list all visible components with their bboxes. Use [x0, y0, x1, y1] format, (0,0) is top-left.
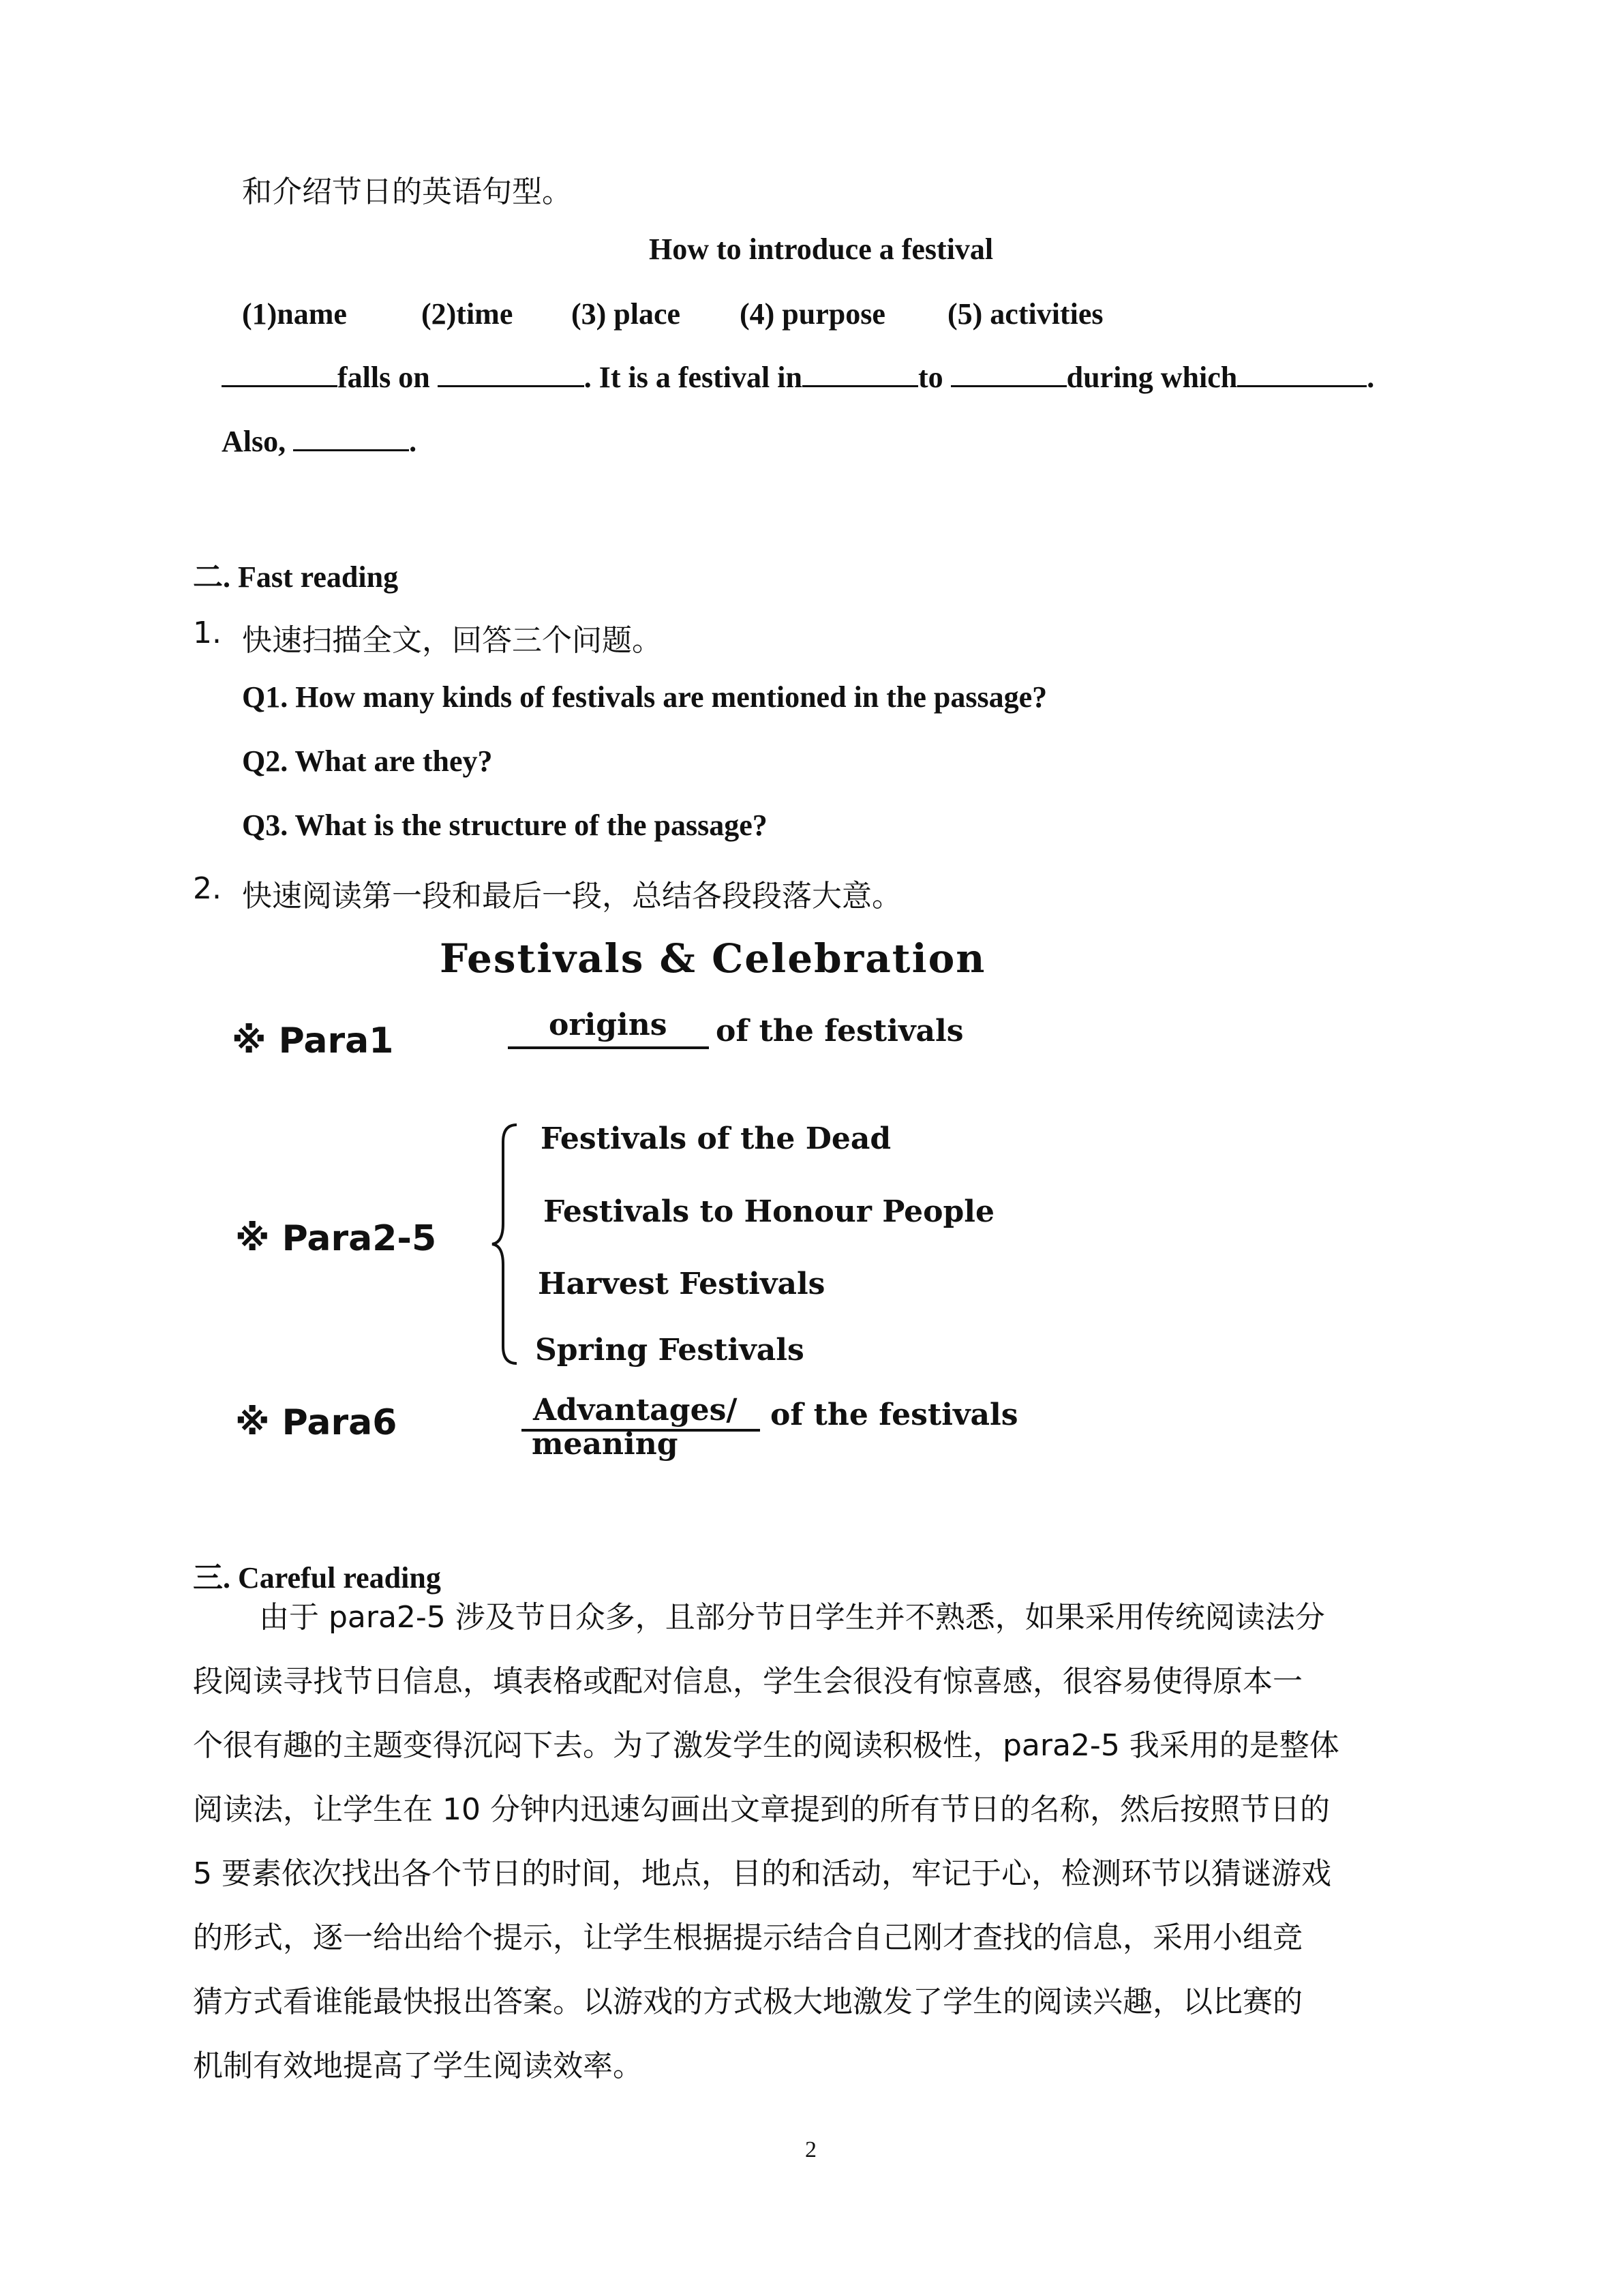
para6-rest: of the festivals [770, 1398, 1018, 1432]
careful-line-6: 的形式，逐一给出给个提示，让学生根据提示结合自己刚才查找的信息，采用小组竞 [193, 1920, 1303, 1955]
para6-label: ※ Para6 [235, 1402, 397, 1443]
blank-purpose[interactable] [951, 361, 1067, 387]
para1-rest: of the festivals [716, 1014, 964, 1048]
element-name: (1)name [242, 297, 347, 331]
template-also: Also, . [222, 425, 417, 458]
element-purpose: (4) purpose [740, 297, 885, 331]
page-number: 2 [805, 2137, 817, 2162]
festival-harvest: Harvest Festivals [538, 1267, 825, 1301]
item2-number: 2. [193, 871, 222, 906]
introduce-title: How to introduce a festival [649, 232, 994, 266]
blank-time[interactable] [438, 361, 584, 387]
section2-heading: 二. Fast reading [193, 560, 399, 594]
item1-text: 快速扫描全文，回答三个问题。 [242, 623, 662, 658]
careful-line-7: 猜方式看谁能最快报出答案。以游戏的方式极大地激发了学生的阅读兴趣，以比赛的 [193, 1984, 1303, 2019]
question-3: Q3. What is the structure of the passage? [242, 809, 768, 842]
festival-spring: Spring Festivals [535, 1333, 804, 1368]
intro-tail: 和介绍节日的英语句型。 [242, 175, 572, 209]
element-time: (2)time [421, 297, 513, 331]
blank-name[interactable] [222, 361, 337, 387]
festival-honour: Festivals to Honour People [543, 1194, 995, 1229]
para6-answer-line2: meaning [532, 1427, 678, 1462]
blank-also[interactable] [293, 425, 409, 451]
element-place: (3) place [571, 297, 681, 331]
festival-dead: Festivals of the Dead [541, 1121, 892, 1156]
item1-number: 1. [193, 616, 222, 650]
careful-line-8: 机制有效地提高了学生阅读效率。 [193, 2049, 643, 2083]
blank-activities[interactable] [1237, 361, 1367, 387]
careful-line-5: 5 要素依次找出各个节日的时间，地点，目的和活动，牢记于心，检测环节以猜谜游戏 [193, 1856, 1331, 1891]
para1-answer: origins [549, 1008, 667, 1042]
brace-icon [489, 1121, 524, 1367]
para25-label: ※ Para2-5 [235, 1218, 437, 1259]
careful-line-1: 由于 para2-5 涉及节日众多，且部分节日学生并不熟悉，如果采用传统阅读法分 [259, 1600, 1325, 1635]
blank-place[interactable] [802, 361, 918, 387]
para1-label: ※ Para1 [232, 1021, 394, 1061]
careful-line-3: 个很有趣的主题变得沉闷下去。为了激发学生的阅读积极性，para2-5 我采用的是整体 [193, 1728, 1339, 1763]
item2-text: 快速阅读第一段和最后一段，总结各段段落大意。 [242, 879, 902, 913]
question-2: Q2. What are they? [242, 744, 493, 778]
element-activities: (5) activities [947, 297, 1104, 331]
para6-answer-line1: Advantages/ [533, 1393, 738, 1428]
question-1: Q1. How many kinds of festivals are mentioned in the passage? [242, 680, 1048, 714]
diagram-title: Festivals & Celebration [440, 935, 986, 982]
para1-answer-line [508, 1046, 709, 1049]
template-sentence: falls on . It is a festival in to during which . [222, 360, 1374, 395]
section3-heading: 三. Careful reading [193, 1561, 441, 1595]
careful-line-2: 段阅读寻找节日信息，填表格或配对信息，学生会很没有惊喜感，很容易使得原本一 [193, 1664, 1303, 1699]
careful-line-4: 阅读法，让学生在 10 分钟内迅速勾画出文章提到的所有节日的名称，然后按照节日的 [193, 1792, 1330, 1827]
